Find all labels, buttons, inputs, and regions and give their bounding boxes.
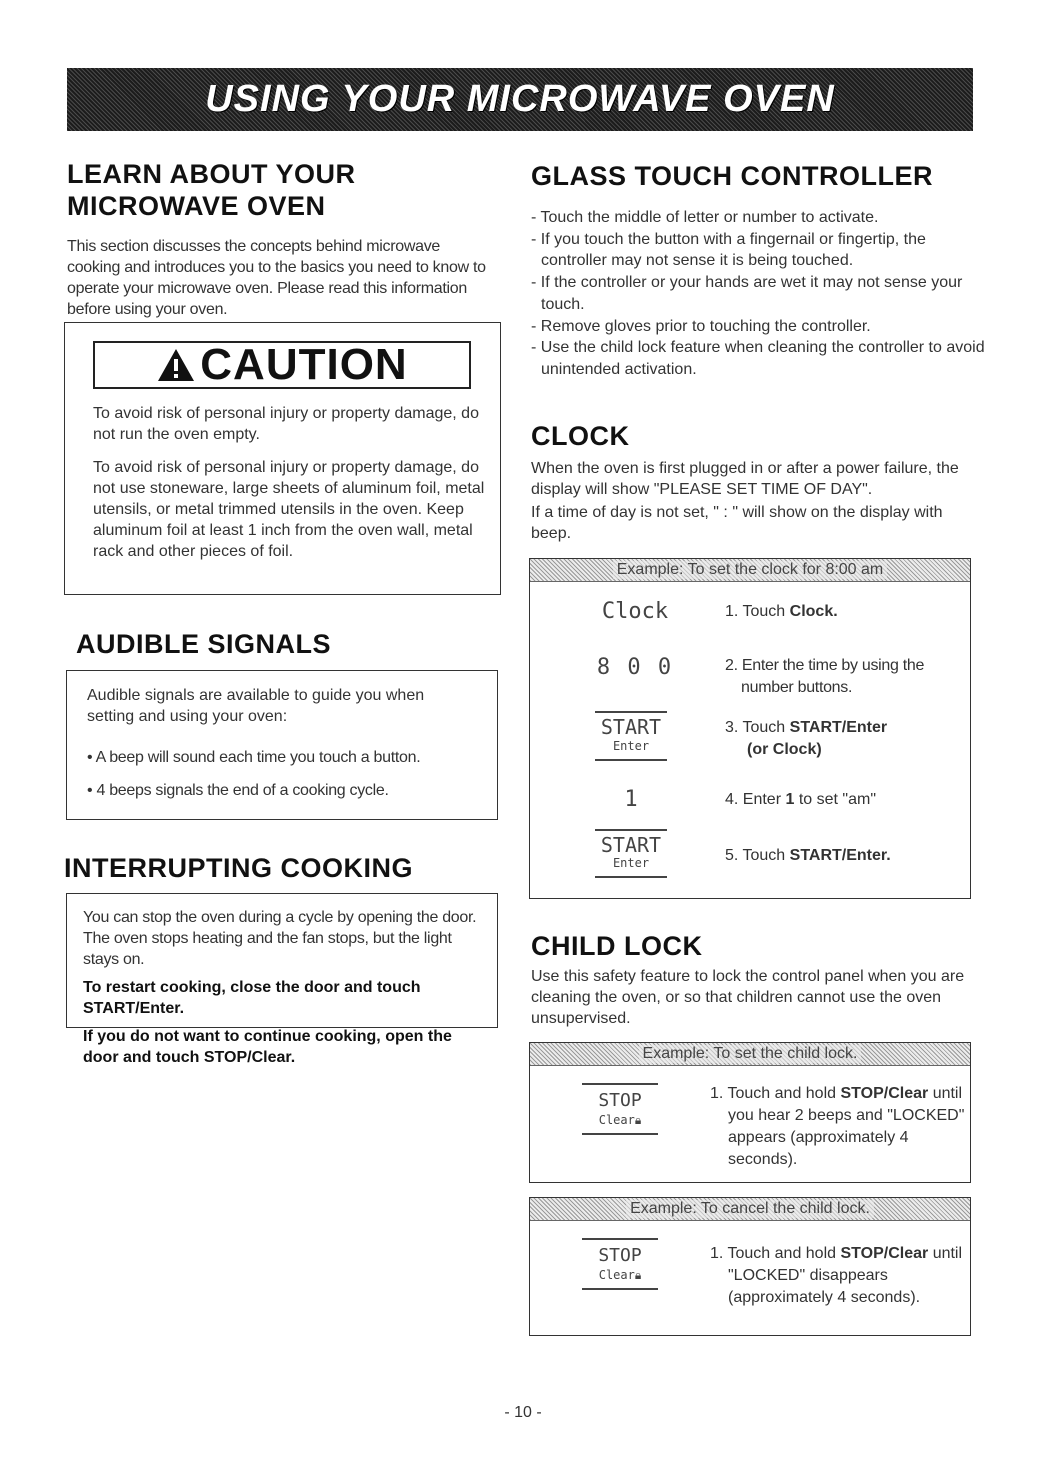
learn-heading-line2: MICROWAVE OVEN bbox=[67, 191, 326, 222]
clock-step-4: 4. Enter 1 to set "am" bbox=[725, 791, 876, 808]
clock-step-5: 5. Touch START/Enter. bbox=[725, 847, 891, 864]
start-key-1: START bbox=[600, 715, 662, 739]
learn-heading-line1: LEARN ABOUT YOUR bbox=[67, 159, 356, 189]
clear-key: Clear🔒︎ bbox=[598, 1113, 642, 1127]
clock-example-title: Example: To set the clock for 8:00 am bbox=[613, 561, 888, 579]
clear-key: Clear🔒︎ bbox=[598, 1268, 642, 1282]
caution-label-frame bbox=[93, 341, 471, 389]
clock-para-2: If a time of day is not set, " : " will show on the display with beep. bbox=[531, 504, 943, 542]
learn-heading bbox=[67, 158, 356, 223]
start-key-2: START bbox=[600, 833, 662, 857]
key-divider bbox=[582, 1083, 658, 1085]
caution-word: CAUTION bbox=[200, 340, 408, 389]
child-lock-set-title-bar bbox=[530, 1043, 970, 1066]
lock-icon: 🔒︎ bbox=[634, 1113, 642, 1127]
clock-example-box bbox=[529, 558, 971, 899]
child-lock-set-title: Example: To set the child lock. bbox=[639, 1045, 862, 1063]
key-divider bbox=[595, 876, 667, 878]
clock-step-2: 2. Enter the time by using the number buttons. bbox=[725, 657, 925, 696]
list-item: • A beep will sound each time you touch a button. bbox=[87, 749, 421, 766]
child-lock-heading: CHILD LOCK bbox=[531, 931, 703, 961]
enter-key-1: Enter bbox=[612, 739, 650, 753]
clock-key: Clock bbox=[601, 599, 669, 624]
clock-step-3: 3. Touch START/Enter (or Clock) bbox=[725, 719, 888, 758]
glass-list bbox=[531, 207, 986, 381]
stop-key: STOP bbox=[598, 1245, 642, 1266]
list-item: - Touch the middle of letter or number to activate. bbox=[531, 207, 986, 229]
list-item: - If you touch the button with a fingernail or fingertip, the controller may not sense it is being touched. bbox=[531, 229, 986, 272]
banner-title: USING YOUR MICROWAVE OVEN bbox=[205, 78, 835, 120]
child-lock-set-step: 1. Touch and hold STOP/Clear until you hear 2 beeps and "LOCKED" appears (approximately 4 seconds). bbox=[710, 1085, 965, 1168]
stop-key: STOP bbox=[598, 1090, 642, 1111]
interrupting-restart: To restart cooking, close the door and touch START/Enter. bbox=[83, 979, 421, 1017]
list-item: • 4 beeps signals the end of a cooking cycle. bbox=[87, 782, 389, 799]
child-lock-set-box bbox=[529, 1042, 971, 1183]
child-lock-cancel-title-bar bbox=[530, 1198, 970, 1221]
clock-example-title-bar bbox=[530, 559, 970, 582]
child-lock-cancel-title: Example: To cancel the child lock. bbox=[626, 1200, 874, 1218]
key-divider bbox=[582, 1133, 658, 1135]
list-item: - Use the child lock feature when cleaning the controller to avoid unintended activation. bbox=[531, 337, 986, 380]
child-lock-cancel-box bbox=[529, 1197, 971, 1336]
learn-body: This section discusses the concepts behind microwave cooking and introduces you to the basics you need to know to operate your microwave oven. Please read this information before using your oven. bbox=[67, 238, 486, 318]
glass-heading: GLASS TOUCH CONTROLLER bbox=[531, 161, 933, 191]
key-divider bbox=[595, 759, 667, 761]
interrupting-heading: INTERRUPTING COOKING bbox=[64, 853, 414, 883]
caution-box bbox=[64, 322, 501, 595]
list-item: - If the controller or your hands are wet it may not sense your touch. bbox=[531, 272, 986, 315]
warning-triangle-icon bbox=[156, 347, 196, 383]
audible-box bbox=[66, 670, 498, 820]
caution-paragraph-1: To avoid risk of personal injury or property damage, do not run the oven empty. bbox=[93, 405, 479, 443]
interrupting-box bbox=[66, 893, 498, 1066]
child-lock-cancel-step: 1. Touch and hold STOP/Clear until "LOCKED" disappears (approximately 4 seconds). bbox=[710, 1245, 963, 1306]
clock-step-1: 1. Touch Clock. bbox=[725, 603, 838, 620]
audible-intro: Audible signals are available to guide you when setting and using your oven: bbox=[87, 687, 425, 725]
list-item: - Remove gloves prior to touching the controller. bbox=[531, 316, 986, 338]
interrupting-stop: If you do not want to continue cooking, open the door and touch STOP/Clear. bbox=[83, 1028, 452, 1066]
key-divider bbox=[595, 829, 667, 831]
enter-key-2: Enter bbox=[612, 856, 650, 870]
key-divider bbox=[595, 711, 667, 713]
audible-heading: AUDIBLE SIGNALS bbox=[76, 629, 332, 659]
audible-list bbox=[87, 747, 487, 813]
caution-paragraph-2: To avoid risk of personal injury or property damage, do not use stoneware, large sheets of aluminum foil, metal utensils, or metal trimmed utensils in the oven. Keep aluminum foil at least 1 inch from the oven wall, metal rack and other pieces of foil. bbox=[93, 459, 485, 560]
child-lock-body: Use this safety feature to lock the control panel when you are cleaning the oven, or so that children cannot use the oven unsupervised. bbox=[531, 968, 965, 1027]
page-banner bbox=[67, 68, 973, 131]
lock-icon: 🔒︎ bbox=[634, 1268, 642, 1282]
digits-key: 8 0 0 bbox=[596, 655, 674, 680]
key-divider bbox=[582, 1288, 658, 1290]
clock-para-1: When the oven is first plugged in or after a power failure, the display will show "PLEASE SET TIME OF DAY". bbox=[531, 460, 959, 498]
one-key: 1 bbox=[624, 787, 638, 812]
clock-heading: CLOCK bbox=[531, 421, 630, 451]
interrupting-body: You can stop the oven during a cycle by opening the door. The oven stops heating and the fan stops, but the light stays on. bbox=[83, 909, 477, 968]
key-divider bbox=[582, 1238, 658, 1240]
page-number: - 10 - bbox=[504, 1404, 542, 1421]
